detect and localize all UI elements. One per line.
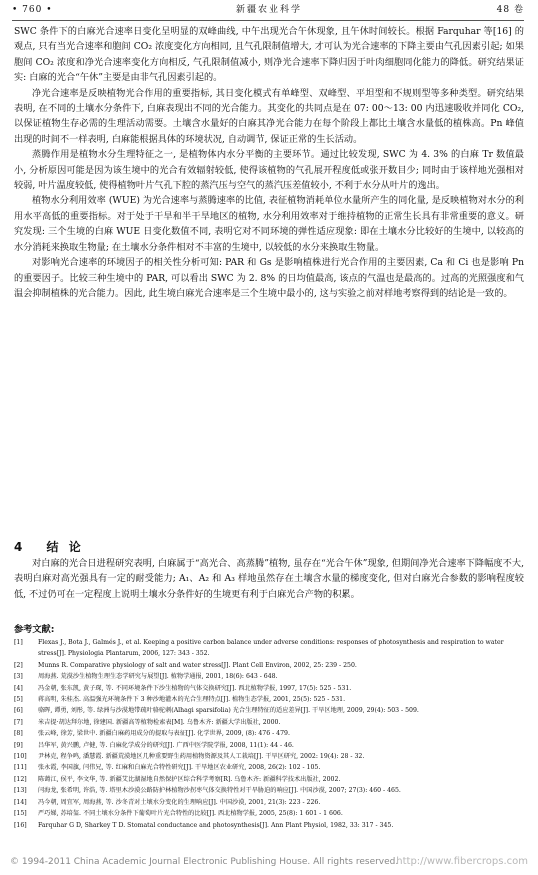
reference-text: 冯今朝, 周宜军, 周海燕, 等. 沙冬青对土壤水分变化的生理响应[J]. 中国沙漠, 2001, 21(3): 223 - 226. xyxy=(38,798,321,806)
references-title: 参考文献: xyxy=(14,624,55,635)
reference-item xyxy=(14,740,524,751)
paragraph: 植物水分利用效率 (WUE) 为光合速率与蒸腾速率的比值, 表征植物消耗单位水量所产生的同化量, 是反映植物对水分的利用水平高低的重要指标。对于处于干旱和半干旱地区的植物, 水分利用效率对于维持植物的正常生长具有非常重要的意义。研究发现: 三个生境的白麻 WUE 日变化数值不同, 表明它对不同环境的弹性适应现象: 即在土壤水分比较好的生境中, 以较高的水分消耗来换取生物量; 在土壤水分条件相对不丰富的生境中, 以较低的水分来换取生物量。 xyxy=(14,195,524,253)
reference-number: [4] xyxy=(14,684,23,692)
reference-number: [9] xyxy=(14,741,23,749)
reference-item xyxy=(14,694,524,705)
paragraph: 蒸腾作用是植物水分生理特征之一, 是植物体内水分平衡的主要环节。通过比较发现, SWC 为 4. 3% 的白麻 Tr 数值最小, 分析原因可能是因为该生境中的光合有效辐射较低, 使得该植物的气孔展开程度低或张开数目少; 同时由于该样地光强相对较弱, 叶片温度较低, 使得植物叶片气孔下腔的蒸汽压与空气的蒸汽压差值较小, 不利于水分从叶片的逸出。 xyxy=(14,149,524,192)
reference-list xyxy=(14,637,524,831)
page-header xyxy=(0,0,538,20)
reference-item xyxy=(14,728,524,739)
reference-text: 尹林克, 程争鸣, 潘慧霞. 新疆荒漠地区几种重要野生药用植物资源及其人工栽培[J]. 干旱区研究, 2002: 19(4): 28 - 32. xyxy=(38,753,365,761)
reference-text: 米吉提·胡达拜尔地, 徐建国. 新疆高等植物检索表[M]. 乌鲁木齐: 新疆大学出版社, 2000. xyxy=(38,718,281,726)
reference-number: [16] xyxy=(14,821,27,829)
reference-text: 严巧娣, 苏培玺. 不同土壤水分条件下葡萄叶片光合特性的比较[J]. 西北植物学报, 2005, 25(8): 1 601 - 1 606. xyxy=(38,810,343,818)
reference-item xyxy=(14,705,524,716)
reference-item xyxy=(14,820,524,831)
reference-item xyxy=(14,774,524,785)
reference-number: [7] xyxy=(14,718,23,726)
reference-text: 张永霞, 李国旗, 闫伟兄, 等. 红麻和白麻光合特性研究[J]. 干旱地区农业研究, 2008, 26(2): 102 - 105. xyxy=(38,764,321,772)
header-rule xyxy=(12,20,524,21)
reference-text: 陈蔼江, 侯平, 李文华, 等. 新疆艾比湖湿地自然保护区综合科学考察[R]. 乌鲁木齐: 新疆科学技术出版社, 2002. xyxy=(38,775,341,783)
reference-number: [8] xyxy=(14,730,23,738)
watermark: http://www.fibercrops.com xyxy=(396,856,528,867)
reference-number: [15] xyxy=(14,810,27,818)
reference-text: 周海燕. 荒漠沙生植物生理生态学研究与展望[J]. 植物学通报, 2001, 18(6): 643 - 648. xyxy=(38,673,278,681)
reference-text: Farquhar G D, Sharkey T D. Stomatal conductance and photosynthesis[J]. Ann Plant Physiol, 1982, 33: 317 - 345. xyxy=(38,821,394,829)
reference-text: 骆晖, 谭勇, 刘彤, 等. 绿洲与沙漠地带疏叶骆驼刺(Alhagi sparsifolia) 光合生理特征的适应差异[J]. 干旱区地理, 2009, 29(4): 503 - 509. xyxy=(38,707,419,715)
reference-item xyxy=(14,660,524,671)
reference-number: [14] xyxy=(14,798,27,806)
reference-item xyxy=(14,808,524,819)
reference-number: [12] xyxy=(14,775,27,783)
reference-number: [10] xyxy=(14,753,27,761)
reference-item xyxy=(14,683,524,694)
paragraph: 对影响光合速率的环境因子的相关性分析可知: PAR 和 Gs 是影响植株进行光合作用的主要因素, Ca 和 Ci 也是影响 Pn 的重要因子。比较三种生境中的 PAR, 可以看出 SWC 为 2. 8% 的日均值最高, 该点的气温也是最高的。过高的光照强度和气温会抑制植株的光合能力。因此, 此生境白麻光合速率是三个生境中最小的, 这与实验之前对样地考察得到的结论是一致的。 xyxy=(14,257,524,299)
reference-number: [13] xyxy=(14,787,27,795)
reference-item xyxy=(14,762,524,773)
paragraph: 净光合速率是反映植物光合作用的重要指标, 其日变化模式有单峰型、双峰型、平坦型和不规则型等多种类型。研究结果表明, 在不同的土壤水分条件下, 白麻表现出不同的光合能力。其变化的共同点是在 07: 00～13: 00 内迅速吸收并同化 CO₂, 以保证植物生存必需的生理活动需要。土壤含水量好的白麻其净光合能力在每个阶段上都比土壤含水量低的植株高。Pn 峰值出现的时间不一样表明, 白麻能根据具体的环境状况, 自动调节, 保证正常的生长活动。 xyxy=(14,87,524,145)
page-number: • 760 • xyxy=(12,5,53,15)
section-heading xyxy=(14,538,524,555)
reference-text: Flexas J., Bota J., Galmés J., et al. Keeping a positive carbon balance under adverse conditions: responses of photosynthesis and respiration to water stress[J]. Physiologia Plantarum, 2006, 127: 343 - 352. xyxy=(38,639,504,658)
reference-item xyxy=(14,797,524,808)
reference-text: 蒋高明, 朱桂杰. 高温强光环境条件下 3 种沙地灌木的光合生理特点[J]. 植物生态学报, 2001, 25(5): 525 - 531. xyxy=(38,696,346,704)
reference-text: 张云峰, 徐芳, 梁世中. 新疆白麻药用成分的提取与表征[J]. 化学世界, 2009, (8): 476 - 479. xyxy=(38,730,290,738)
reference-number: [5] xyxy=(14,696,23,704)
section-number: 4 xyxy=(14,540,26,554)
reference-text: 吕华军, 黄兴鹏, 卢健, 等. 白麻化学成分的研究[J]. 广西中医学院学报, 2008, 11(1): 44 - 46. xyxy=(38,741,294,749)
reference-text: Munns R. Comparative physiology of salt and water stress[J]. Plant Cell Environ, 2002, 25: 239 - 250. xyxy=(38,661,357,669)
reference-item xyxy=(14,717,524,728)
copyright-notice: © 1994-2011 China Academic Journal Electronic Publishing House. All rights reserved. xyxy=(10,857,399,867)
paragraph: 对白麻的光合日进程研究表明, 白麻属于“高光合、高蒸腾”植物, 虽存在“光合午休”现象, 但期间净光合速率下降幅度不大, 表明白麻对高光强具有一定的耐受能力; A₁、A₂ 和 A₃ 样地虽然存在土壤含水量的梯度变化, 但对白麻光合参数的影响程度较低, 不过仍可在一定程度上说明土壤水分条件好的生境更有利于白麻光合产物的积累。 xyxy=(14,558,524,600)
section-title: 结 论 xyxy=(46,540,84,554)
reference-number: [6] xyxy=(14,707,23,715)
reference-text: 闫海龙, 张希明, 许浩, 等. 塔里木沙漠公路防护林植物沙拐枣气体交换特性对干旱胁迫的响应[J]. 中国沙漠, 2007; 27(3): 460 - 465. xyxy=(38,787,401,795)
reference-item xyxy=(14,785,524,796)
paragraph: SWC 条件下的白麻光合速率日变化呈明显的双峰曲线, 中午出现光合午休现象, 且午休时间较长。根据 Farquhar 等[16] 的观点, 只有当光合速率和胞间 CO₂ 浓度变化方向相同, 且气孔限制值增大, 才可认为光合速率的下降主要由气孔因素引起; 如果胞间 CO₂ 浓度和净光合速率变化方向相反, 气孔限制值减小, 则净光合速率下降归因于叶肉细胞同化能力的降低。研究结果证实: 白麻的光合“午休”主要是由非气孔因素引起的。 xyxy=(14,26,524,84)
conclusion-body xyxy=(14,556,524,602)
reference-number: [11] xyxy=(14,764,27,772)
reference-item xyxy=(14,671,524,682)
reference-item xyxy=(14,637,524,660)
journal-name: 新疆农业科学 xyxy=(235,5,302,15)
volume-label: 48 卷 xyxy=(496,5,524,15)
reference-number: [1] xyxy=(14,639,23,646)
reference-item xyxy=(14,751,524,762)
reference-text: 冯金朝, 张东凯, 黄子琛, 等. 不同环境条件下沙生植物的气体交换研究[J]. 西北植物学报, 1997, 17(5): 525 - 531. xyxy=(38,684,352,692)
discussion-body xyxy=(14,24,524,301)
reference-number: [3] xyxy=(14,673,23,681)
reference-number: [2] xyxy=(14,661,23,669)
page-footer xyxy=(0,852,538,872)
